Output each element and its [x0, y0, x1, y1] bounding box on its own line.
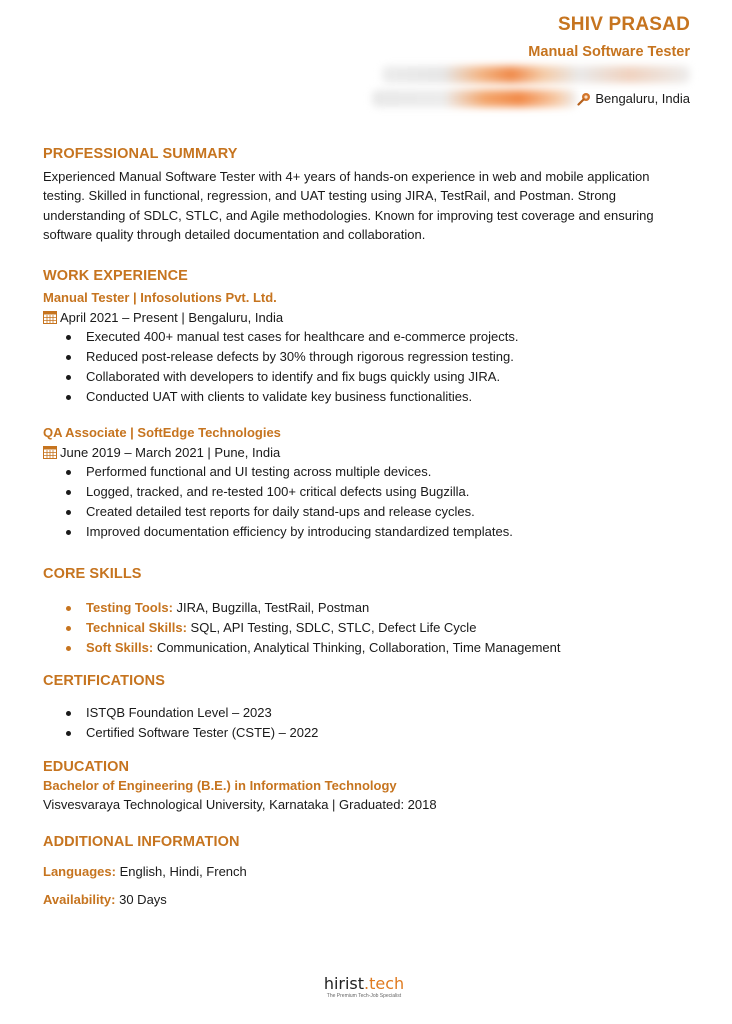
skill-label: Technical Skills:	[86, 620, 187, 636]
job-dates-location: April 2021 – Present | Bengaluru, India	[60, 310, 284, 326]
logo-tagline: The Premium Tech-Job Specialist	[326, 993, 402, 999]
list-item: Logged, tracked, and re-tested 100+ critical defects using Bugzilla.	[43, 482, 693, 502]
experience-heading: WORK EXPERIENCE	[43, 268, 188, 285]
job-entry	[43, 425, 693, 542]
list-item	[43, 638, 693, 658]
skills-list	[43, 598, 693, 658]
availability-label: Availability:	[43, 892, 116, 908]
redacted-contact-line-1	[382, 66, 690, 83]
availability-value: 30 Days	[119, 892, 167, 908]
job-dates-location: June 2019 – March 2021 | Pune, India	[60, 445, 281, 461]
list-item: Improved documentation efficiency by introducing standardized templates.	[43, 522, 693, 542]
list-item: Reduced post-release defects by 30% through rigorous regression testing.	[43, 347, 693, 367]
skill-value: SQL, API Testing, SDLC, STLC, Defect Life Cycle	[190, 620, 477, 636]
additional-heading: ADDITIONAL INFORMATION	[43, 834, 240, 851]
candidate-location	[577, 91, 690, 106]
summary-heading: PROFESSIONAL SUMMARY	[43, 146, 238, 162]
job-title: Manual Tester | Infosolutions Pvt. Ltd.	[43, 290, 277, 306]
candidate-title: Manual Software Tester	[528, 44, 690, 60]
list-item: Performed functional and UI testing across multiple devices.	[43, 462, 693, 482]
job-entry	[43, 290, 693, 407]
list-item: Created detailed test reports for daily stand-ups and release cycles.	[43, 502, 693, 522]
redacted-contact-line-2	[372, 90, 577, 107]
job-bullets	[43, 327, 693, 407]
pin-icon	[577, 92, 591, 106]
certifications-list	[43, 703, 693, 743]
list-item	[43, 598, 693, 618]
list-item: Executed 400+ manual test cases for healthcare and e-commerce projects.	[43, 327, 693, 347]
skill-value: JIRA, Bugzilla, TestRail, Postman	[176, 600, 370, 616]
languages-label: Languages:	[43, 864, 116, 880]
list-item: ISTQB Foundation Level – 2023	[43, 703, 693, 723]
languages-value: English, Hindi, French	[119, 864, 247, 880]
skills-heading: CORE SKILLS	[43, 566, 142, 583]
job-title: QA Associate | SoftEdge Technologies	[43, 425, 281, 441]
degree-name: Bachelor of Engineering (B.E.) in Information Technology	[43, 778, 397, 794]
skill-label: Soft Skills:	[86, 640, 154, 656]
list-item: Certified Software Tester (CSTE) – 2022	[43, 723, 693, 743]
school-name: Visvesvaraya Technological University, Karnataka | Graduated: 2018	[43, 797, 437, 813]
job-meta	[43, 310, 693, 325]
education-heading: EDUCATION	[43, 759, 130, 776]
candidate-name: SHIV PRASAD	[557, 14, 690, 35]
job-bullets	[43, 462, 693, 542]
summary-text: Experienced Manual Software Tester with 4+ years of hands-on experience in web and mobile application testing. Skilled in functional, regression, and UAT testing using JIRA, TestRail, and Postman. Strong understanding of SDLC, STLC, and Agile methodologies. Known for improving test coverage and ensuring software quality through detailed documentation and collaboration.	[43, 169, 654, 242]
skill-value: Communication, Analytical Thinking, Collaboration, Time Management	[156, 640, 561, 656]
calendar-icon	[43, 311, 57, 324]
skill-label: Testing Tools:	[86, 600, 173, 616]
hirist-tech-logo	[316, 975, 412, 1000]
list-item: Conducted UAT with clients to validate key business functionalities.	[43, 387, 693, 407]
location-text: Bengaluru, India	[595, 91, 690, 106]
list-item	[43, 618, 693, 638]
availability-line	[43, 890, 693, 909]
list-item: Collaborated with developers to identify and fix bugs quickly using JIRA.	[43, 367, 693, 387]
calendar-icon	[43, 446, 57, 459]
logo-text-primary: hirist	[323, 974, 365, 993]
logo-text-secondary: .tech	[364, 974, 405, 993]
certifications-heading: CERTIFICATIONS	[43, 673, 165, 690]
job-meta	[43, 445, 693, 460]
languages-line	[43, 862, 693, 881]
resume-content	[43, 146, 693, 909]
